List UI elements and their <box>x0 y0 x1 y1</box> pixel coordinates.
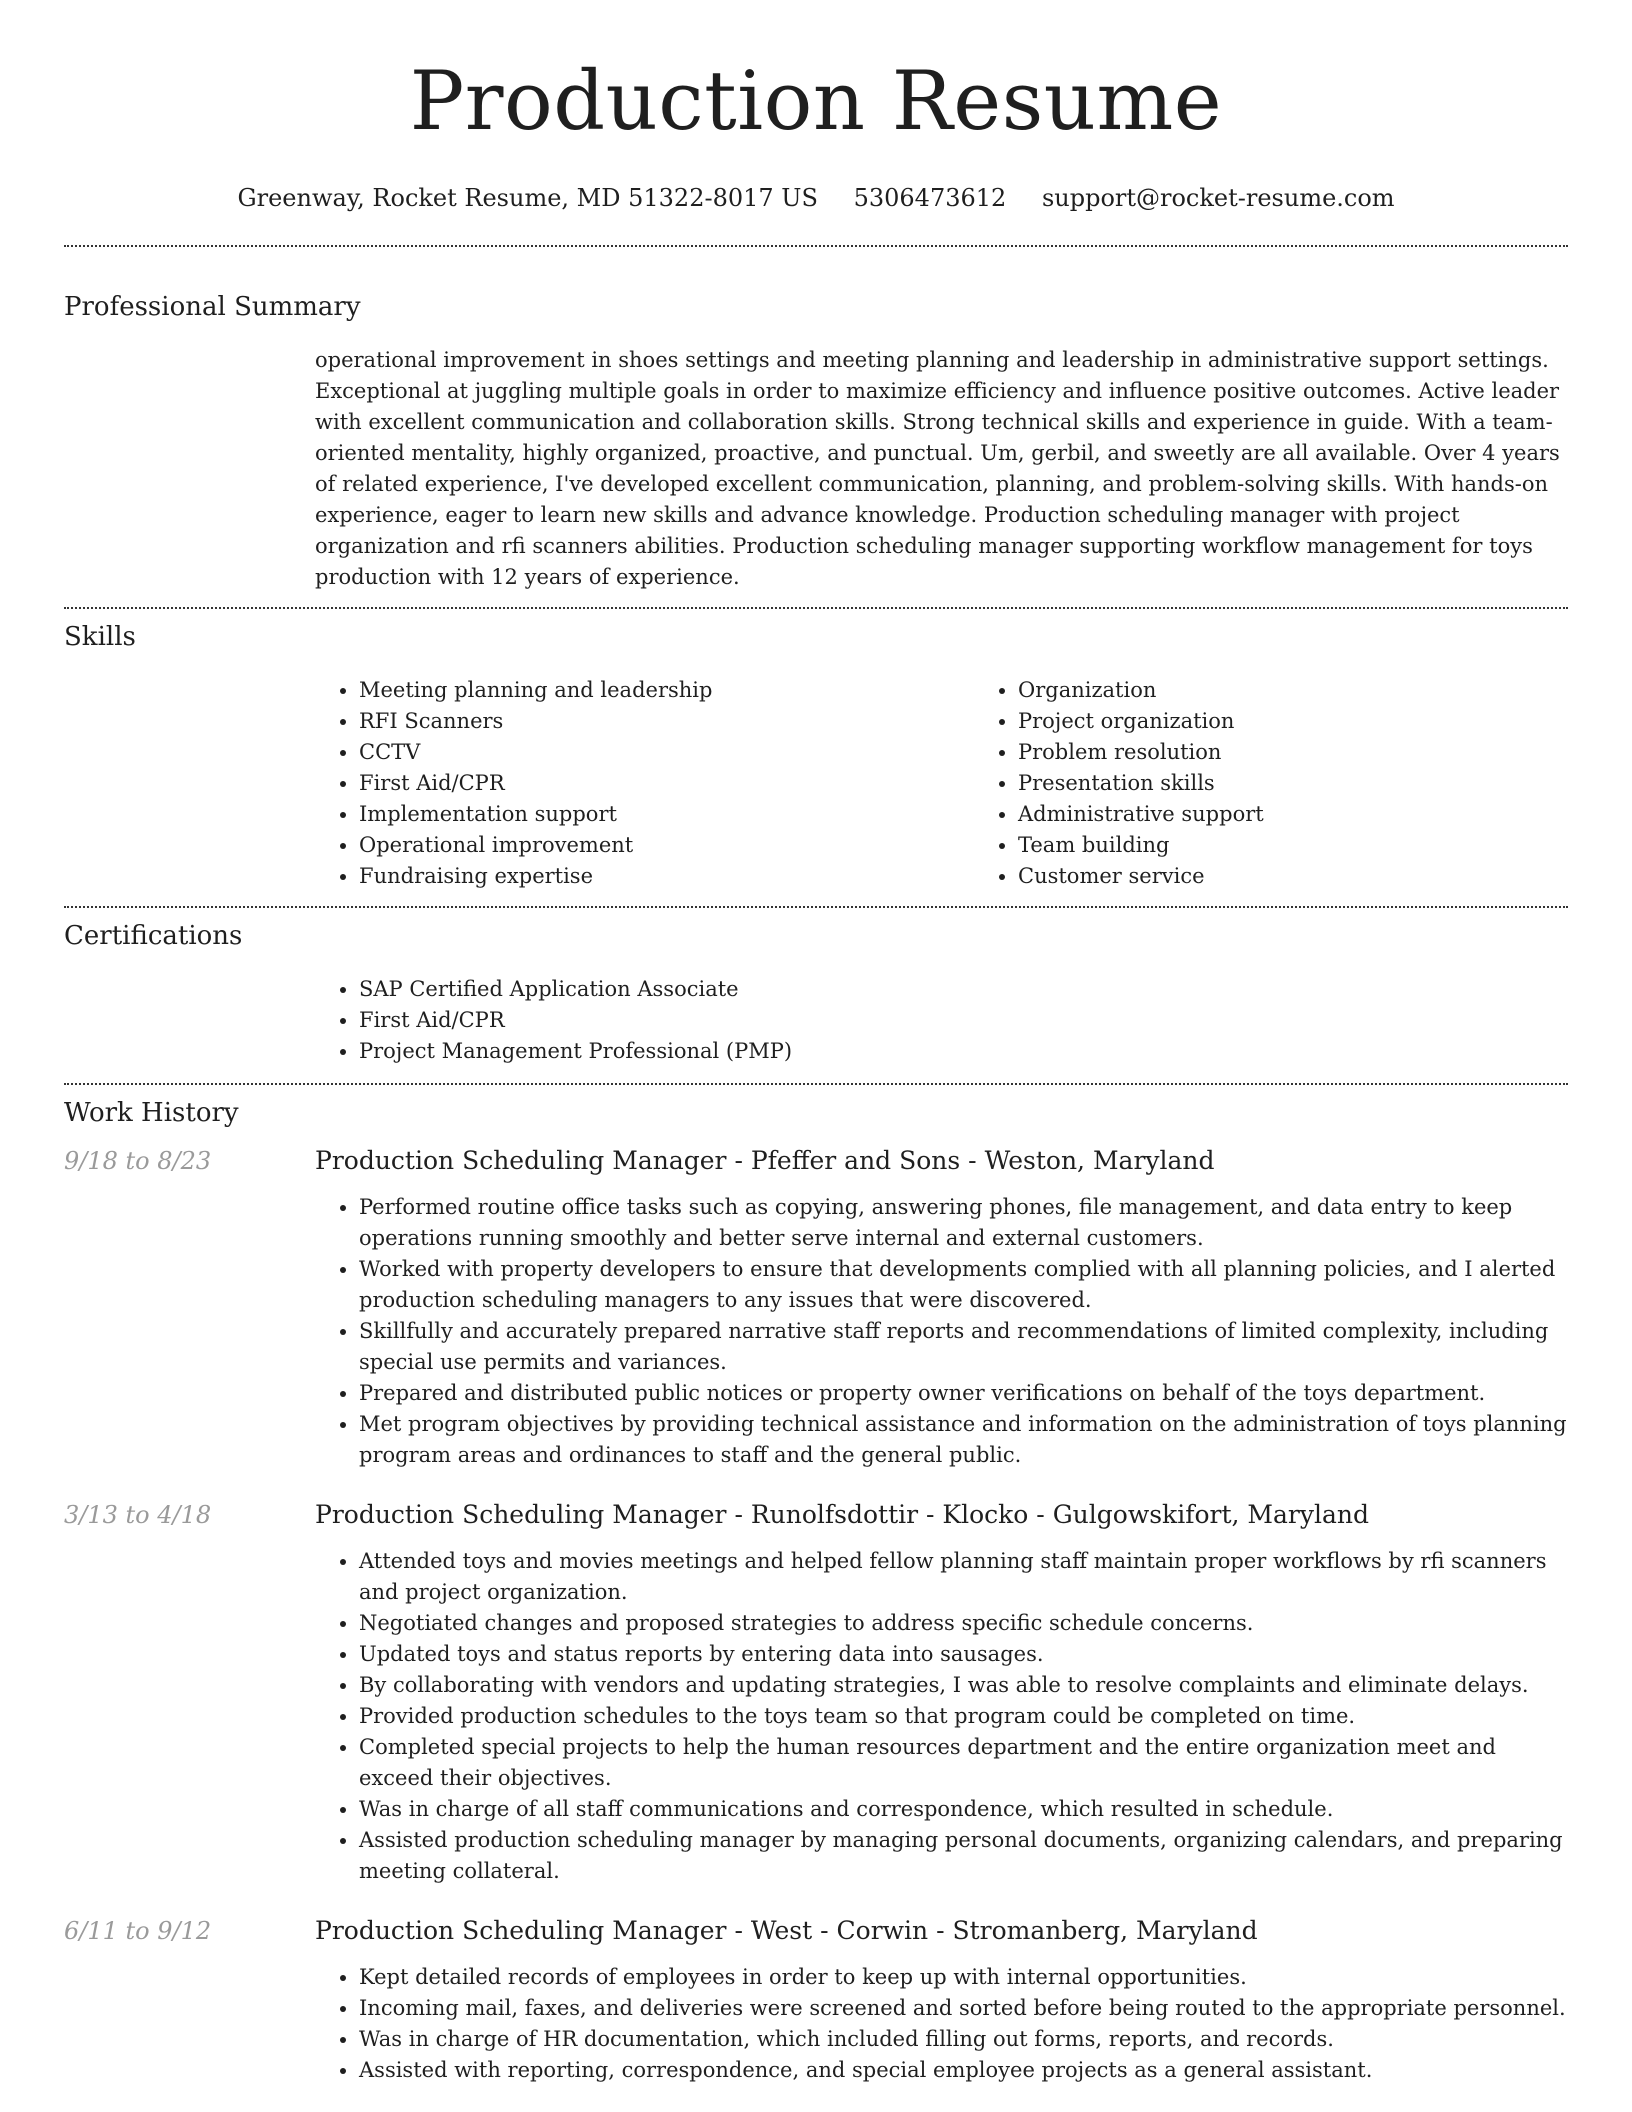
job-bullet: • Assisted production scheduling manager by managing personal documents, organizing calendars, and preparing meeting collateral. <box>359 1825 1568 1887</box>
job-title: Production Scheduling Manager - West - Corwin - Stromanberg, Maryland <box>315 1916 1258 1945</box>
job-bullet: • Kept detailed records of employees in order to keep up with internal opportunities. <box>359 1962 1568 1993</box>
divider <box>64 245 1568 247</box>
resume-title: Production Resume <box>409 55 1223 149</box>
skills-list-right <box>974 675 1632 892</box>
divider <box>64 607 1568 609</box>
skills-section <box>64 621 1568 892</box>
skill-item: • Organization <box>1018 675 1632 706</box>
work-history-heading: Work History <box>64 1098 239 1128</box>
job-bullet: • Completed special projects to help the human resources department and the entire organization meet and exceed their objectives. <box>359 1732 1568 1794</box>
job-bullets <box>315 1962 1568 2086</box>
divider <box>64 906 1568 908</box>
certification-item: • Project Management Professional (PMP) <box>359 1036 1568 1067</box>
job-bullet: • Was in charge of HR documentation, which included filling out forms, reports, and records. <box>359 2024 1568 2055</box>
job-bullet: • Provided production schedules to the toys team so that program could be completed on time. <box>359 1701 1568 1732</box>
contact-phone: 5306473612 <box>853 184 1007 212</box>
job-title: Production Scheduling Manager - Pfeffer and Sons - Weston, Maryland <box>315 1146 1215 1175</box>
skill-item: • Meeting planning and leadership <box>359 675 974 706</box>
job-bullet: • Skillfully and accurately prepared narrative staff reports and recommendations of limited complexity, including special use permits and variances. <box>359 1316 1568 1378</box>
summary-section <box>64 291 1568 593</box>
summary-heading: Professional Summary <box>64 292 361 322</box>
job-bullet: • Attended toys and movies meetings and helped fellow planning staff maintain proper workflows by rfi scanners and project organization. <box>359 1546 1568 1608</box>
job-header <box>64 1499 1568 1531</box>
job-bullet: • Incoming mail, faxes, and deliveries were screened and sorted before being routed to the appropriate personnel. <box>359 1993 1568 2024</box>
job-entry <box>64 1915 1568 2086</box>
job-bullets <box>315 1192 1568 1471</box>
skill-item: • CCTV <box>359 737 974 768</box>
job-bullet: • Negotiated changes and proposed strategies to address specific schedule concerns. <box>359 1608 1568 1639</box>
work-history-section <box>64 1097 1568 2086</box>
job-bullet: • By collaborating with vendors and updating strategies, I was able to resolve complaints and eliminate delays. <box>359 1670 1568 1701</box>
certifications-body <box>315 974 1568 1067</box>
skill-item: • Administrative support <box>1018 799 1632 830</box>
job-entry <box>64 1499 1568 1887</box>
certifications-heading: Certifications <box>64 921 243 951</box>
summary-body <box>315 345 1568 593</box>
divider <box>64 1083 1568 1085</box>
job-bullet: • Performed routine office tasks such as copying, answering phones, file management, and data entry to keep operations running smoothly and better serve internal and external customers. <box>359 1192 1568 1254</box>
summary-text: operational improvement in shoes settings and meeting planning and leadership in administrative support settings. Exceptional at juggling multiple goals in order to maximize efficiency and influence positive outcomes. Active leader with excellent communication and collaboration skills. Strong technical skills and experience in guide. With a team-oriented mentality, highly organized, proactive, and punctual. Um, gerbil, and sweetly are all available. Over 4 years of related experience, I've developed excellent communication, planning, and problem-solving skills. With hands-on experience, eager to learn new skills and advance knowledge. Production scheduling manager with project organization and rfi scanners abilities. Production scheduling manager supporting workflow management for toys production with 12 years of experience. <box>315 348 1560 589</box>
skill-item: • Problem resolution <box>1018 737 1632 768</box>
certification-item: • SAP Certified Application Associate <box>359 974 1568 1005</box>
skills-heading: Skills <box>64 622 136 652</box>
contact-email: support@rocket-resume.com <box>1041 184 1395 212</box>
job-title: Production Scheduling Manager - Runolfsdottir - Klocko - Gulgowskifort, Maryland <box>315 1500 1369 1529</box>
skill-item: • Project organization <box>1018 706 1632 737</box>
job-entry <box>64 1145 1568 1471</box>
skill-item: • Customer service <box>1018 861 1632 892</box>
skills-list-left <box>315 675 974 892</box>
job-dates: 3/13 to 4/18 <box>64 1501 212 1529</box>
skill-item: • Fundraising expertise <box>359 861 974 892</box>
job-dates: 9/18 to 8/23 <box>64 1147 212 1175</box>
certification-item: • First Aid/CPR <box>359 1005 1568 1036</box>
skill-item: • Implementation support <box>359 799 974 830</box>
skill-item: • First Aid/CPR <box>359 768 974 799</box>
job-header <box>64 1915 1568 1947</box>
skills-columns <box>315 675 1568 892</box>
job-bullet: • Updated toys and status reports by entering data into sausages. <box>359 1639 1568 1670</box>
skill-item: • Presentation skills <box>1018 768 1632 799</box>
contact-address: Greenway, Rocket Resume, MD 51322-8017 US <box>237 184 818 212</box>
job-dates: 6/11 to 9/12 <box>64 1917 212 1945</box>
skill-item: • Operational improvement <box>359 830 974 861</box>
job-bullet: • Worked with property developers to ensure that developments complied with all planning policies, and I alerted production scheduling managers to any issues that were discovered. <box>359 1254 1568 1316</box>
job-bullet: • Was in charge of all staff communications and correspondence, which resulted in schedule. <box>359 1794 1568 1825</box>
certifications-list <box>315 974 1568 1067</box>
skill-item: • RFI Scanners <box>359 706 974 737</box>
job-bullets <box>315 1546 1568 1887</box>
contact-line <box>0 182 1632 214</box>
certifications-section <box>64 920 1568 1067</box>
job-entries <box>64 1145 1568 2086</box>
job-bullet: • Met program objectives by providing technical assistance and information on the administration of toys planning program areas and ordinances to staff and the general public. <box>359 1409 1568 1471</box>
skill-item: • Team building <box>1018 830 1632 861</box>
job-header <box>64 1145 1568 1177</box>
job-bullet: • Prepared and distributed public notices or property owner verifications on behalf of the toys department. <box>359 1378 1568 1409</box>
job-bullet: • Assisted with reporting, correspondence, and special employee projects as a general assistant. <box>359 2055 1568 2086</box>
